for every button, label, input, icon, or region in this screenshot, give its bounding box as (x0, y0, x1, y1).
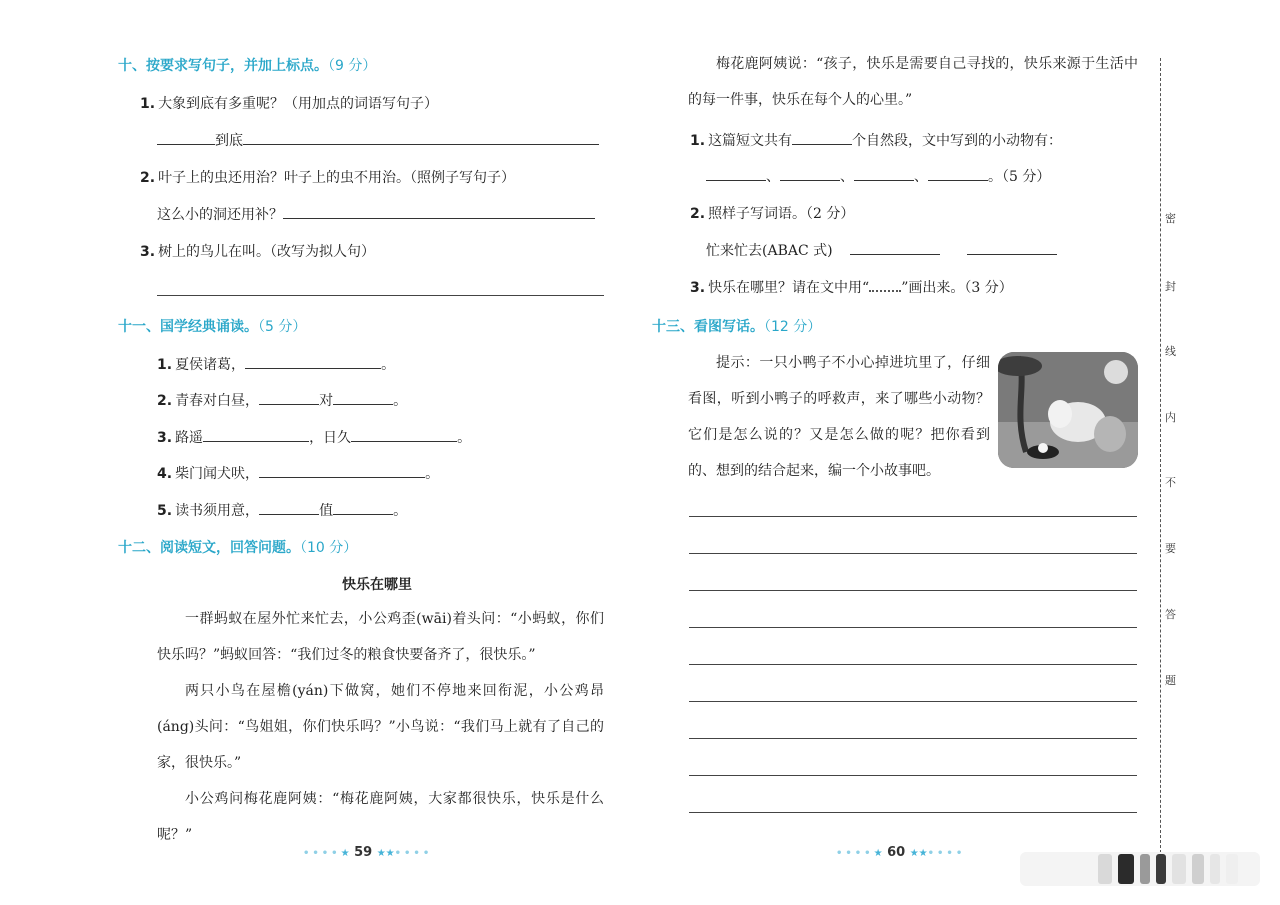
s11-item-end: 。 (393, 393, 408, 409)
r-q2-blank[interactable] (967, 240, 1057, 255)
r-q3-number: 3. (690, 280, 706, 296)
s11-item-4 (157, 463, 439, 483)
section-13-title: 十三、看图写话。 (652, 319, 764, 335)
star-icon: ★★ (909, 848, 928, 859)
s11-item-text: 青春对白昼， (175, 393, 260, 409)
section-11-heading (118, 316, 306, 336)
s10-q2-blank[interactable] (283, 204, 595, 219)
writing-prompt (688, 345, 990, 489)
r-q1-points: 。（5 分） (988, 169, 1051, 185)
section-10-heading (118, 55, 376, 75)
r-q2 (690, 203, 854, 223)
section-12-points: （10 分） (300, 540, 358, 556)
r-q1-blank-animal[interactable] (854, 166, 914, 181)
separator: 、 (766, 169, 780, 185)
story-passage (157, 601, 604, 853)
r-q2-example: 忙来忙去(ABAC 式) (706, 243, 833, 259)
decor-dots: •••• (927, 848, 966, 859)
watermark-bars-icon (1020, 848, 1260, 890)
s11-item-number: 4. (157, 466, 173, 482)
section-11-title: 十一、国学经典诵读。 (118, 319, 258, 335)
separator: 、 (914, 169, 928, 185)
writing-line[interactable] (689, 738, 1137, 739)
s11-item-1 (157, 354, 395, 374)
r-q1-number: 1. (690, 133, 706, 149)
s10-q2-number: 2. (140, 170, 156, 186)
writing-line[interactable] (689, 701, 1137, 702)
writing-line[interactable] (689, 664, 1137, 665)
r-q1-blank-animal[interactable] (780, 166, 840, 181)
r-q2-answer (706, 240, 1057, 260)
s10-q1-number: 1. (140, 96, 156, 112)
binding-char: 答 (1165, 608, 1176, 621)
writing-line[interactable] (689, 812, 1137, 813)
writing-prompt-text: 提示：一只小鸭子不小心掉进坑里了，仔细看图，听到小鸭子的呼救声，来了哪些小动物？它们是怎么说的？又是怎么做的呢？把你看到的、想到的结合起来，编一个小故事吧。 (688, 355, 990, 479)
star-icon: ★ (340, 848, 350, 859)
s10-q3-text: 树上的鸟儿在叫。（改写为拟人句） (158, 244, 376, 260)
s11-blank[interactable] (333, 390, 393, 405)
page-number-value: 59 (354, 845, 373, 860)
s11-blank[interactable] (203, 427, 309, 442)
star-icon: ★★ (376, 848, 395, 859)
section-12-title: 十二、阅读短文，回答问题。 (118, 540, 300, 556)
r-q2-text: 照样子写词语。（2 分） (708, 206, 855, 222)
s10-q2-answer-line[interactable] (157, 204, 595, 224)
s11-item-mid: 值 (319, 503, 334, 519)
s11-item-5 (157, 500, 407, 520)
s11-item-3 (157, 427, 471, 447)
writing-line[interactable] (689, 516, 1137, 517)
r-q1 (690, 130, 1062, 150)
s11-blank[interactable] (245, 354, 381, 369)
s11-item-number: 3. (157, 430, 173, 446)
s10-q1 (140, 93, 438, 113)
s11-item-text: 柴门闻犬吠， (175, 466, 260, 482)
r-q2-number: 2. (690, 206, 706, 222)
binding-dashed-line (1160, 58, 1161, 853)
r-q1-animals (706, 166, 1050, 186)
section-13-heading (652, 316, 821, 336)
s11-blank[interactable] (259, 463, 425, 478)
s10-q3-number: 3. (140, 244, 156, 260)
story-title: 快乐在哪里 (342, 577, 412, 593)
s10-q1-answer-line[interactable] (157, 130, 599, 150)
binding-char: 要 (1165, 542, 1176, 555)
decor-dots: •••• (836, 848, 874, 859)
section-10-points: （9 分） (328, 58, 377, 74)
r-q1-blank-animal[interactable] (706, 166, 766, 181)
binding-char: 封 (1165, 280, 1176, 293)
page-number-right (836, 845, 965, 860)
r-q1-blank-count[interactable] (792, 130, 852, 145)
s11-blank[interactable] (333, 500, 393, 515)
writing-line[interactable] (689, 775, 1137, 776)
binding-char: 题 (1165, 674, 1176, 687)
s11-item-number: 2. (157, 393, 173, 409)
story-paragraph: 梅花鹿阿姨说：“孩子，快乐是需要自己寻找的，快乐来源于生活中的每一件事，快乐在每个人的心里。” (688, 56, 1138, 108)
binding-char: 不 (1165, 476, 1176, 489)
s11-item-mid: ，日久 (309, 430, 352, 446)
story-paragraph: 两只小鸟在屋檐(yán)下做窝，她们不停地来回衔泥，小公鸡昂(áng)头问：“鸟姐姐，你们快乐吗？”小鸟说：“我们马上就有了自己的家，很快乐。” (157, 683, 604, 771)
r-q1-blank-animal[interactable] (928, 166, 988, 181)
story-paragraph: 一群蚂蚁在屋外忙来忙去，小公鸡歪(wāi)着头问：“小蚂蚁，你们快乐吗？”蚂蚁回答：“我们过冬的粮食快要备齐了，很快乐。” (157, 611, 604, 663)
s11-item-text: 路遥 (175, 430, 204, 446)
s10-q2-fill-text: 这么小的洞还用补？ (157, 207, 283, 223)
section-10-title: 十、按要求写句子，并加上标点。 (118, 58, 328, 74)
writing-line[interactable] (689, 553, 1137, 554)
s11-blank[interactable] (351, 427, 457, 442)
s11-item-2 (157, 390, 407, 410)
r-q3 (690, 277, 1013, 297)
s10-q3-answer-line[interactable] (157, 295, 604, 296)
binding-char: 内 (1165, 411, 1176, 424)
r-q1-text-a: 这篇短文共有 (708, 133, 793, 149)
s10-q3 (140, 241, 375, 261)
r-q1-text-b: 个自然段，文中写到的小动物有： (852, 133, 1063, 149)
story-illustration (998, 352, 1138, 468)
decor-dots: •••• (394, 848, 433, 859)
page-number-left (303, 845, 432, 860)
s10-q1-fill-word: 到底 (215, 133, 243, 149)
story-paragraph: 小公鸡问梅花鹿阿姨：“梅花鹿阿姨，大家都很快乐，快乐是什么呢？” (157, 791, 604, 843)
writing-line[interactable] (689, 627, 1137, 628)
star-icon: ★ (873, 848, 883, 859)
wavy-line-icon (869, 280, 901, 292)
illustration-svg (998, 352, 1138, 468)
s11-item-end: 。 (393, 503, 408, 519)
s11-blank[interactable] (259, 390, 319, 405)
section-12-heading (118, 537, 357, 557)
s10-q1-text: 大象到底有多重呢？（用加点的词语写句子） (158, 96, 439, 112)
page-number-value: 60 (887, 845, 906, 860)
story-continued (688, 46, 1138, 118)
s10-q1-blank-a[interactable] (157, 130, 215, 145)
s11-item-end: 。 (381, 357, 396, 373)
r-q2-blank[interactable] (850, 240, 940, 255)
binding-char: 密 (1165, 212, 1176, 225)
s10-q2 (140, 167, 515, 187)
s11-item-number: 1. (157, 357, 173, 373)
decor-dots: •••• (303, 848, 341, 859)
section-11-points: （5 分） (258, 319, 307, 335)
s11-item-end: 。 (457, 430, 472, 446)
s11-item-text: 读书须用意， (175, 503, 260, 519)
r-q3-text-a: 快乐在哪里？请在文中用“ (708, 280, 870, 296)
s10-q2-text: 叶子上的虫还用治？叶子上的虫不用治。（照例子写句子） (158, 170, 516, 186)
s11-item-end: 。 (425, 466, 440, 482)
binding-char: 线 (1165, 345, 1176, 358)
separator: 、 (840, 169, 854, 185)
s11-item-mid: 对 (319, 393, 334, 409)
section-13-points: （12 分） (764, 319, 822, 335)
s10-q1-blank-b[interactable] (243, 130, 599, 145)
writing-line[interactable] (689, 590, 1137, 591)
s11-item-number: 5. (157, 503, 173, 519)
s11-item-text: 夏侯诸葛， (175, 357, 246, 373)
s11-blank[interactable] (259, 500, 319, 515)
r-q3-text-b: ”画出来。（3 分） (901, 280, 1013, 296)
